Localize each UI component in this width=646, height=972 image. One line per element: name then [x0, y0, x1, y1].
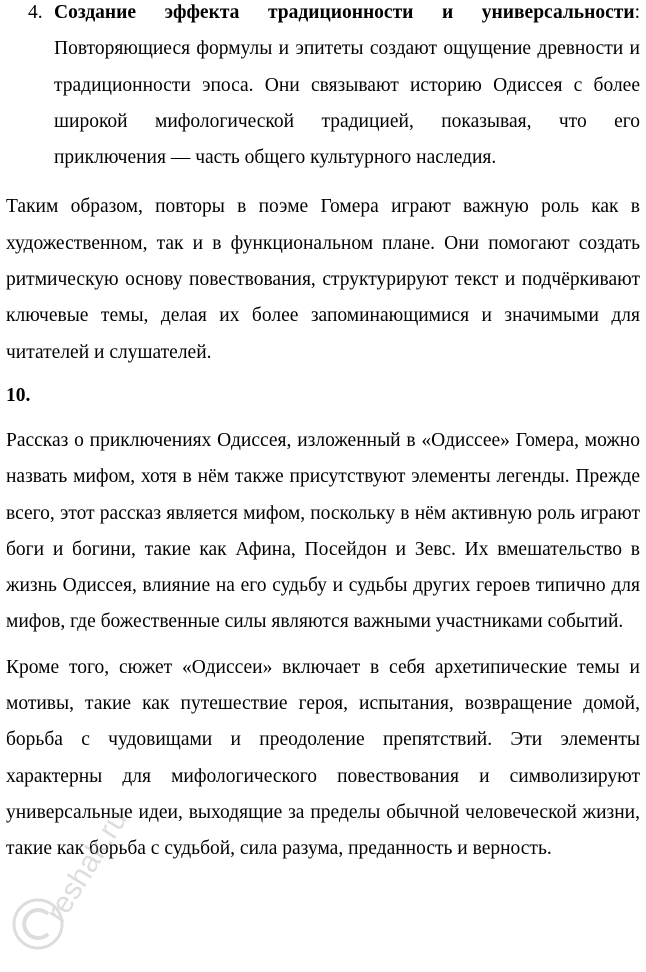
document-page [6, 0, 640, 868]
list-item-colon: : [634, 2, 640, 23]
section-heading: 10. [6, 384, 31, 406]
list-number: 4. [28, 2, 43, 23]
watermark-text: reshak.ru [39, 804, 135, 928]
copyright-icon [14, 900, 62, 948]
paragraph-archetypes: Кроме того, сюжет «Одиссеи» включает в себя архетипические темы и мотивы, такие как путешествие героя, испытания, возвращение домой, борьба с чудовищами и преодоление препятствий. Эти элементы характерны для мифологического повествования и символизируют универсальные идеи, выходящие за пределы обычной человеческой жизни, такие как борьба с судьбой, сила разума, преданность и верность. [6, 656, 640, 860]
list-item-text: Повторяющиеся формулы и эпитеты создают ощущение древности и традиционности эпоса. Они связывают историю Одиссея с более широкой мифологической традицией, показывая, что его приключения — часть общего культурного наследия. [54, 38, 640, 169]
list-item-title: Создание эффекта традиционности и универсальности [54, 2, 635, 23]
paragraph-conclusion: Таким образом, повторы в поэме Гомера играют важную роль как в художественном, так и в функциональном плане. Они помогают создать ритмическую основу повествования, структурируют текст и подчёркивают ключевые темы, делая их более запоминающимися и значимыми для читателей и слушателей. [6, 196, 640, 363]
list-item-4 [6, 0, 640, 176]
paragraph-myth: Рассказ о приключениях Одиссея, изложенный в «Одиссее» Гомера, можно назвать мифом, хотя в нём также присутствуют элементы легенды. Прежде всего, этот рассказ является мифом, поскольку в нём активную роль играют боги и богини, такие как Афина, Посейдон и Зевс. Их вмешательство в жизнь Одиссея, влияние на его судьбу и судьбы других героев типично для мифов, где божественные силы являются важными участниками событий. [6, 429, 640, 633]
